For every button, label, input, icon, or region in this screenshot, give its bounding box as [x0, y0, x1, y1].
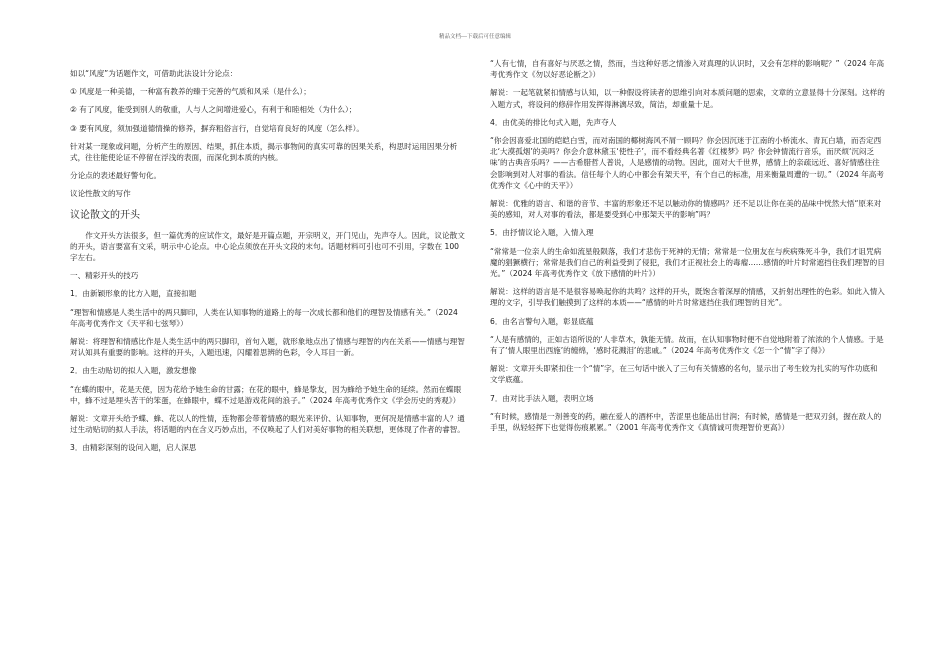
- technique-6-quote: “人是有感情的，正如古语所说的‘人非草木，孰能无情。故而，在认知事物时便不自觉地附着了浓浓的个人情感。于是有了‘情人眼里出西施’的缠绵，‘感时花溅泪’的悲戚。”（2024 年高考优秀作文《怎一个“情”字了得》）: [490, 334, 884, 356]
- technique-6-explanation: 解说：文章开头即紧扣住一个“情”字，在三句话中嵌入了三句有关情感的名句，显示出了考生较为扎实的写作功底和文学底蕴。: [490, 364, 878, 385]
- technique-3-quote: “人有七情，自有喜好与厌恶之情，然而，当这种好恶之情渗入对真理的认识时，又会有怎样的影响呢？”（2024 年高考优秀作文《勿以好恶论断之》）: [490, 59, 885, 80]
- method-paragraph: 针对某一现象或问题，分析产生的原因、结果，抓住本质，揭示事物间的真实可靠的因果关系，构思时运用因果分析式，往往能使论证不停留在浮浅的表面，而深化到本质的内核。: [70, 141, 458, 163]
- technique-7-quote: “有时候，感情是一剂善变的药，融在爱人的酒杯中，苦涩里也能品出甘润；有时候，感情是一把双刃剑，握在敌人的手里，纵轻轻挥下也觉得伤痕累累。”（2001 年高考优秀作文《真情诚可贵理智价更高》）: [490, 411, 882, 433]
- technique-5-explanation: 解说：这样的语言是不是很容易唤起你的共鸣？这样的开头，既饱含着深厚的情感，又折射出理性的色彩。如此入情入理的文字，引导我们触摸到了这样的本质——“感情的叶片时常遮挡住我们理智的目光”。: [490, 287, 885, 308]
- technique-1-explanation: 解说：将理智和情感比作是人类生活中的两只脚印，首句入题，就形象地点出了情感与理智的内在关系——情感与理智对认知具有重要的影响。这样的开头，入题迅速，闪耀着思辨的色彩，令人耳目一新。: [70, 337, 465, 358]
- technique-7-heading: 7．由对比手法入题，表明立场: [490, 393, 594, 403]
- section-intro: 作文开头方法很多，但一篇优秀的应试作文，最好是开篇点题，开宗明义，开门见山，先声夺人。因此，议论散文的开头，语言要富有文采，明示中心论点。中心论点须放在开头文段的末句。话题材料可引也可不引用，字数在 100 字左右。: [70, 230, 465, 263]
- technique-2-explanation: 解说：文章开头给予蝶、蜂、花以人的性情，连物都会带着情感的眼光来评价、认知事物，更何况是情感丰富的人？通过生动贴切的拟人手法，将话题的内在含义巧妙点出，不仅唤起了人们对美好事物的相关联想，更体现了作者的睿智。: [70, 414, 465, 435]
- subpoint-2: ② 有了风度，能受到别人的敬重，人与人之间增进爱心，有利于和睦相处（为什么）；: [70, 105, 357, 115]
- technique-4-quote: “你会因喜爱北国的皑皑白雪，而对南国的椰树海风不屑一顾吗？你会因沉迷于江南的小桥流水、青瓦白墙，而否定西北‘大漠孤烟’的美吗？你会介意林黛玉‘使性子’，而不看经典名著《红楼梦》吗？你会钟情流行音乐，而厌烦‘沉闷乏味’的古典音乐吗？——古希腊哲人普说，人是感情的动物。因此，面对大千世界，感情上的亲疏远近、喜好情感往往会影响到对人对事的看法。信任每个人的心中都会有架天平，有个自己的标准，用来衡量周遭的一切。”（2024 年高考优秀作文《心中的天平》）: [490, 136, 884, 190]
- technique-4-explanation: 解说：优雅的语言、和谐的音节、丰富的形象还不足以触动你的情感吗？还不足以让你在美的品味中恍然大悟“原来对美的感知，对人对事的看法，都是要受到心中那架天平的影响”吗？: [490, 199, 882, 220]
- note-text: 分论点的表述最好警句化。: [70, 171, 162, 181]
- technique-5-quote: “常常是一位亲人的生命如流星般陨落，我们才悲伤于死神的无情；常常是一位朋友在与疾病殊死斗争，我们才诅咒病魔的猖獗横行；常常是我们自己的利益受到了侵犯，我们才正视社会上的毒瘤……感情的叶片时常遮挡住我们理智的目光。”（2024 年高考优秀作文《放下感情的叶片》）: [490, 246, 885, 279]
- page-header: 精品文档---下载后可任意编辑: [439, 34, 511, 40]
- section-title: 议论散文的开头: [70, 209, 140, 221]
- subpoint-3: ③ 要有风度，须加强道德情操的修养，摒弃粗俗言行，自觉培育良好的风度（怎么样）。: [70, 123, 364, 133]
- technique-2-quote: “在蝶的眼中，花是天使，因为花给予她生命的甘露；在花的眼中，蜂是挚友，因为蜂给予她生命的延续。然而在蝶眼中，蜂不过是埋头苦干的笨蛋，在蜂眼中，蝶不过是游戏花间的浪子。”（2024 年高考优秀作文《学会历史的秀观》）: [70, 384, 462, 405]
- technique-1-quote: “理智和情感是人类生活中的两只脚印，人类在认知事物的道路上的每一次成长都和他们的理智及情感有关。”（2024 年高考优秀作文《天平和七弦琴》）: [70, 307, 458, 328]
- subpoint-1: ① 风度是一种美德，一种富有教养的臻于完善的气质和风采（是什么）；: [70, 87, 311, 97]
- technique-1-heading: 1．由新颖形象的比方入题，直接扣题: [70, 289, 197, 299]
- techniques-heading: 一、精彩开头的技巧: [70, 271, 139, 281]
- technique-5-heading: 5．由抒情议论入题，入情入理: [490, 228, 594, 238]
- technique-3-explanation: 解说：一起笔就紧扣情感与认知，以一种假设将读者的思维引向对本质问题的思索，文章的立意显得十分深刻。这样的入题方式，将设问的修辞作用发挥得淋漓尽致，简洁，却重量十足。: [490, 88, 885, 109]
- intro-text: 如以“风度”为话题作文，可借助此法设计分论点：: [70, 69, 238, 78]
- right-column: [490, 58, 885, 433]
- technique-6-heading: 6．由名言警句入题，彰显底蕴: [490, 316, 594, 326]
- subtitle: 议论性散文的写作: [70, 189, 131, 199]
- left-column: [70, 68, 465, 454]
- technique-3-heading: 3．由精彩深刻的设问入题，启人深思: [70, 443, 197, 453]
- technique-2-heading: 2．由生动贴切的拟人入题，激发想像: [70, 366, 197, 376]
- technique-4-heading: 4．由优美的排比句式入题，先声夺人: [490, 117, 617, 127]
